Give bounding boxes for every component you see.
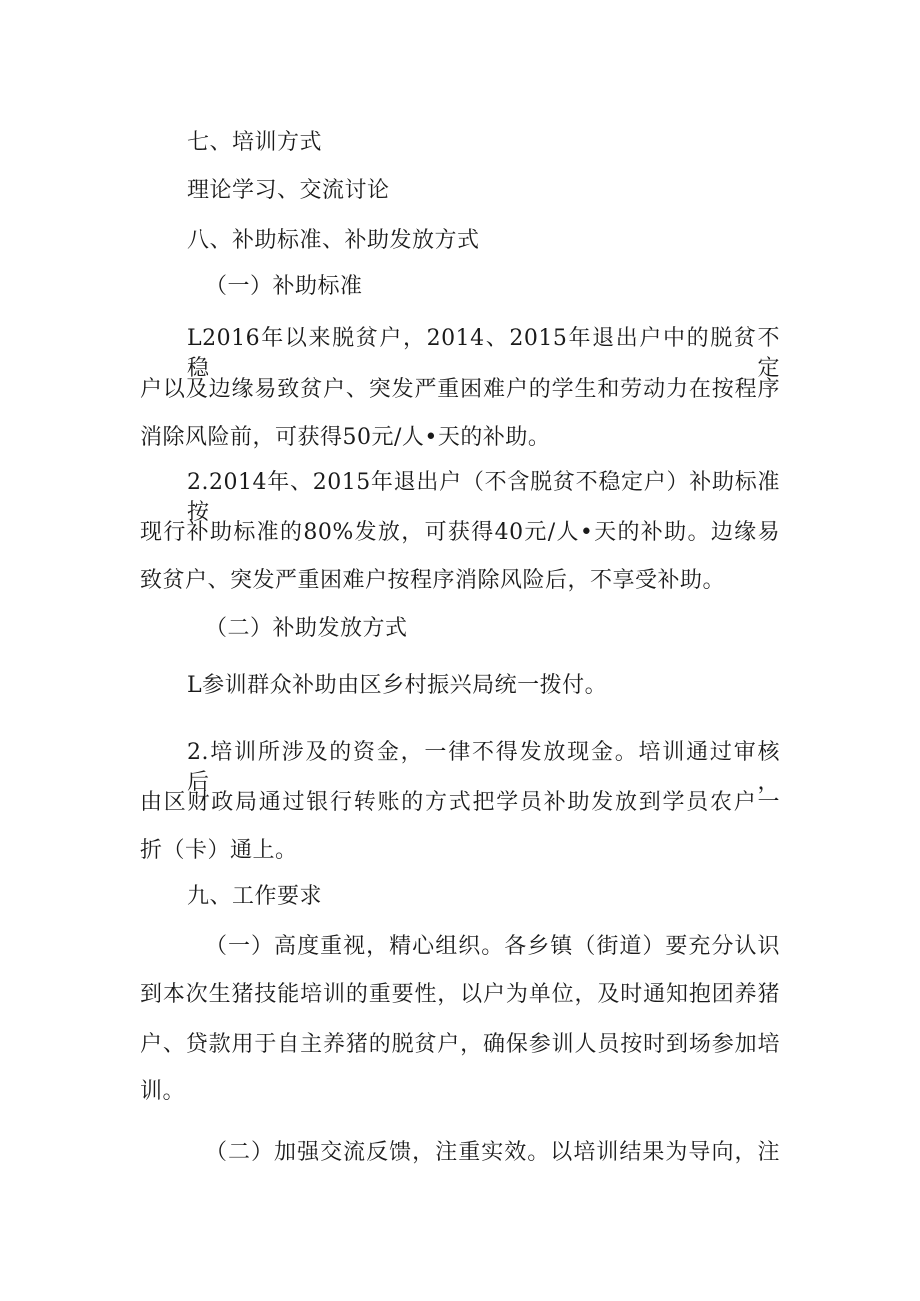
payment-method-heading: （二）补助发放方式	[205, 616, 408, 641]
requirement-1-line-1: （一）高度重视，精心组织。各乡镇（街道）要充分认识	[205, 934, 780, 959]
subsidy-item-1-line-2: 户以及边缘易致贫户、突发严重困难户的学生和劳动力在按程序	[140, 377, 780, 402]
subsidy-item-2-line-3: 致贫户、突发严重困难户按程序消除风险后，不享受补助。	[140, 568, 726, 593]
subsidy-item-2-line-1: 2.2014年、2015年退出户（不含脱贫不稳定户）补助标准按	[187, 470, 780, 525]
payment-item-2-line-1: 2.培训所涉及的资金，一律不得发放现金。培训通过审核后，	[187, 740, 780, 795]
payment-item-2-line-2: 由区财政局通过银行转账的方式把学员补助发放到学员农户一	[140, 790, 780, 815]
subsidy-item-1-line-1: L2016年以来脱贫户，2014、2015年退出户中的脱贫不稳定	[187, 326, 780, 381]
requirement-1-line-3: 户、贷款用于自主养猪的脱贫户，确保参训人员按时到场参加培	[140, 1032, 780, 1057]
requirement-1-line-4: 训。	[140, 1079, 186, 1104]
subsidy-standard-heading: （一）补助标准	[205, 274, 363, 299]
subsidy-item-1-line-3: 消除风险前，可获得50元/人•天的补助。	[140, 425, 551, 450]
section-9-heading: 九、工作要求	[187, 884, 323, 909]
section-7-heading: 七、培训方式	[187, 130, 323, 155]
subsidy-item-2-line-2: 现行补助标准的80%发放，可获得40元/人•天的补助。边缘易	[140, 520, 780, 545]
section-7-body: 理论学习、交流讨论	[187, 178, 390, 203]
payment-item-2-line-3: 折（卡）通上。	[140, 838, 298, 863]
requirement-1-line-2: 到本次生猪技能培训的重要性，以户为单位，及时通知抱团养猪	[140, 982, 780, 1007]
payment-item-1: L参训群众补助由区乡村振兴局统一拨付。	[187, 673, 608, 698]
section-8-heading: 八、补助标准、补助发放方式	[187, 228, 480, 253]
requirement-2-line-1: （二）加强交流反馈，注重实效。以培训结果为导向，注	[205, 1140, 780, 1165]
